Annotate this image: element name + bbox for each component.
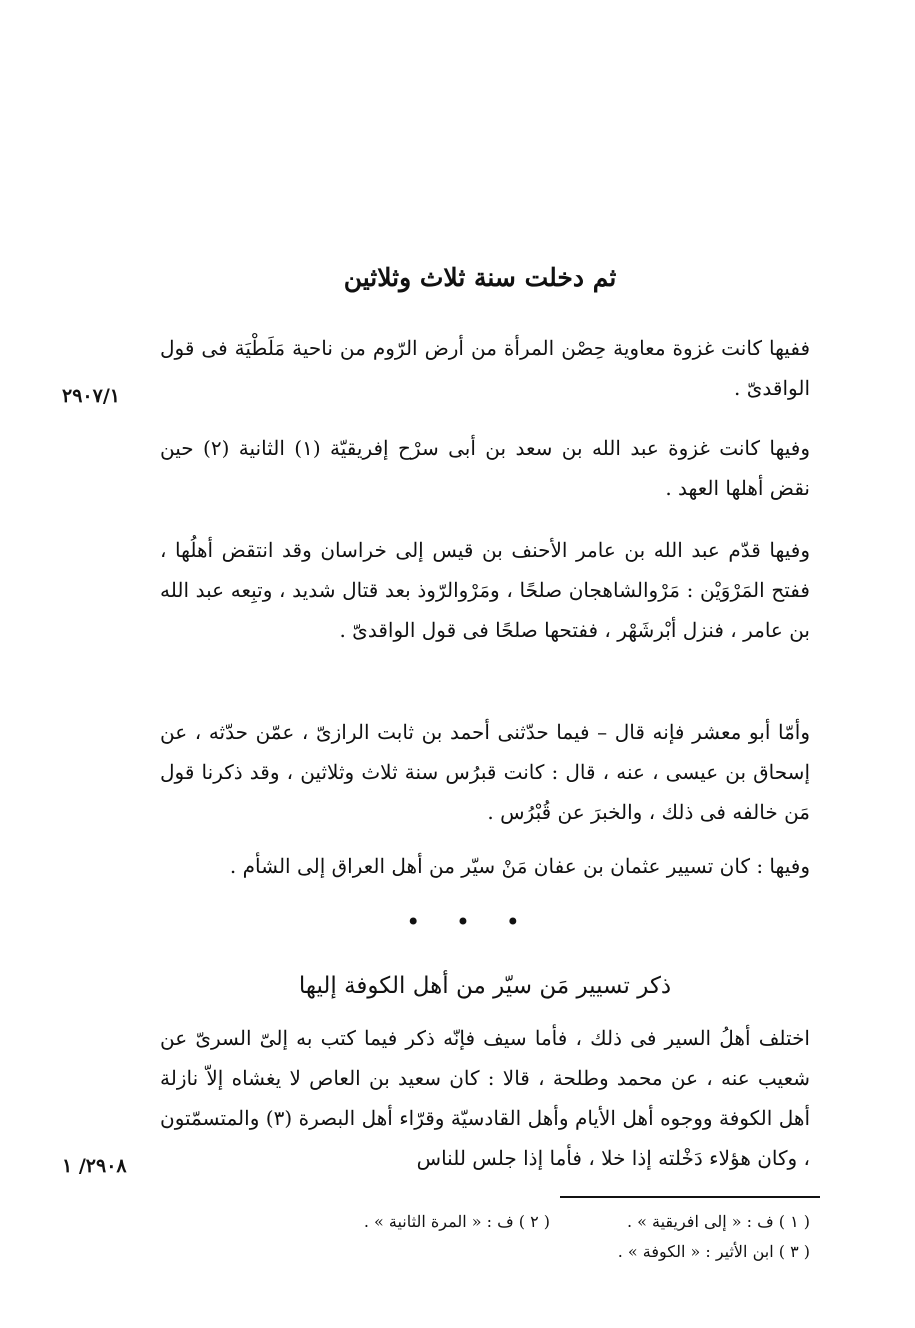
margin-ref-1: ٢٩٠٧/١ [62,385,120,407]
section-heading: ذكر تسيير مَن سيّر من أهل الكوفة إليها [298,973,672,999]
paragraph-2: وفيها كانت غزوة عبد الله بن سعد بن أبى سرْح إفريقيّة (١) الثانية (٢) حين نقض أهلها العهد . [160,436,810,500]
paragraph-5: وفيها : كان تسيير عثمان بن عفان مَنْ سيّر من أهل العراق إلى الشأم . [229,854,810,878]
paragraph-1: ففيها كانت غزوة معاوية حِصْن المرأة من أرض الرّوم من ناحية مَلَطْيَة فى قول الواقدىّ . [160,336,810,400]
footnote-1: ( ١ ) ف : « إلى افريقية » . [626,1212,810,1231]
section-paragraph: اختلف أهلُ السير فى ذلك ، فأما سيف فإنّه ذكر فيما كتب به إلىّ السرىّ عن شعيب عنه ، عن محمد وطلحة ، قالا : كان سعيد بن العاص لا يغشاه إلاّ نازلة أهل الكوفة ووجوه أهل الأيام وأهل القادسيّة وقرّاء أهل البصرة (٣) والمتسمّتون ، وكان هؤلاء دَخْلته إذا خلا ، فأما إذا جلس للناس [160,1026,810,1170]
paragraph-3: وفيها قدّم عبد الله بن عامر الأحنف بن قيس إلى خراسان وقد انتقض أهلُها ، ففتح المَرْوَيْن : مَرْوالشاهجان صلحًا ، ومَرْوالرّوذ بعد قتال شديد ، وتبِعه عبد الله بن عامر ، فنزل أبْرشَهْر ، ففتحها صلحًا فى قول الواقدىّ . [160,538,810,642]
margin-ref-2: ٢٩٠٨/ ١ [62,1155,127,1177]
paragraph-4: وأمّا أبو معشر فإنه قال – فيما حدّثنى أحمد بن ثابت الرازىّ ، عمّن حدّثه ، عن إسحاق بن عيسى ، عنه ، قال : كانت قبرُس سنة ثلاث وثلاثين ، وقد ذكرنا قول مَن خالفه فى ذلك ، والخبرَ عن قُبْرُس . [160,720,810,824]
footnote-3: ( ٣ ) ابن الأثير : « الكوفة » . [617,1242,810,1261]
footnote-2: ( ٢ ) ف : « المرة الثانية » . [363,1212,550,1231]
chapter-heading: ثم دخلت سنة ثلاث وثلاثين [343,263,617,292]
footnote-rule [560,1196,820,1198]
section-separator: • • • [406,908,534,936]
